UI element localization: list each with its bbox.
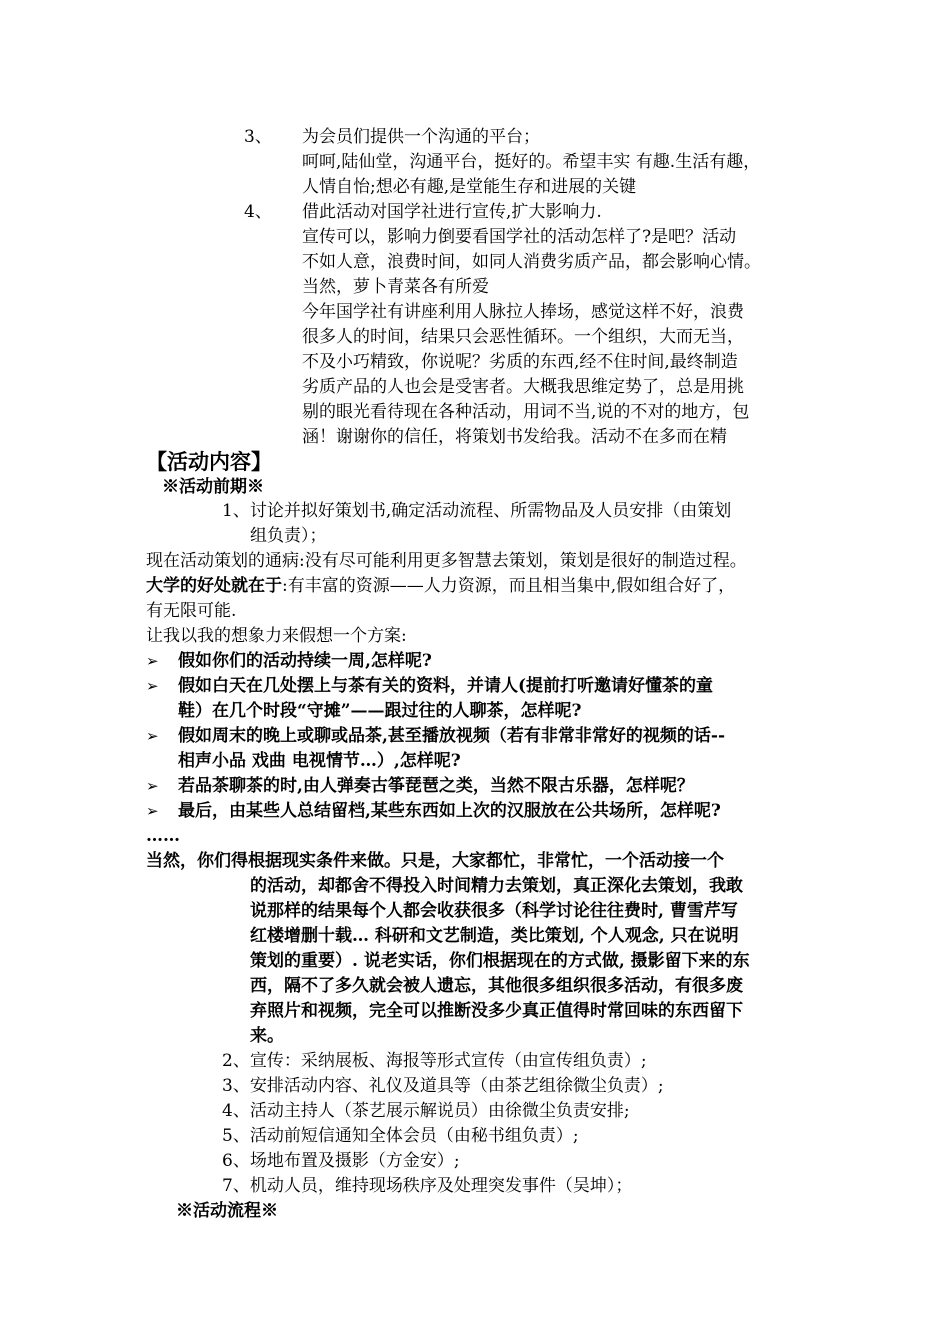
list-item: 3、安排活动内容、礼仪及道具等（由茶艺组徐微尘负责）; bbox=[222, 1076, 664, 1096]
comment-line: 当然，萝卜青菜各有所爱 bbox=[302, 277, 489, 297]
list-item: 2、宣传：采纳展板、海报等形式宣传（由宣传组负责）; bbox=[222, 1051, 647, 1071]
list-text: 借此活动对国学社进行宣传,扩大影响力. bbox=[302, 202, 602, 222]
discussion-line: 红楼增删十载… 科研和文艺制造，类比策划, 个人观念, 只在说明 bbox=[250, 926, 739, 946]
section-heading: 【活动内容】 bbox=[146, 449, 272, 474]
bullet-item: 假如白天在几处摆上与茶有关的资料，并请人(提前打听邀请好懂茶的童 bbox=[178, 676, 714, 696]
comment-line: 劣质产品的人也会是受害者。大概我思维定势了，总是用挑 bbox=[302, 377, 744, 397]
comment-line: 不及小巧精致，你说呢？劣质的东西,经不住时间,最终制造 bbox=[302, 352, 738, 372]
bullet-item: 假如你们的活动持续一周,怎样呢? bbox=[178, 651, 432, 671]
discussion-line: 弃照片和视频，完全可以推断没多少真正值得时常回味的东西留下 bbox=[250, 1001, 743, 1021]
list-item: 5、活动前短信通知全体会员（由秘书组负责）; bbox=[222, 1126, 579, 1146]
ellipsis: …… bbox=[146, 826, 180, 846]
comment-line bbox=[146, 575, 735, 597]
comment-line: 有无限可能. bbox=[146, 601, 237, 621]
bullet-item: 若品茶聊茶的时,由人弹奏古筝琵琶之类，当然不限古乐器，怎样呢？ bbox=[178, 776, 694, 796]
comment-line: 现在活动策划的通病:没有尽可能利用更多智慧去策划，策划是很好的制造过程。 bbox=[146, 551, 747, 571]
comment-line: 呵呵,陆仙堂，沟通平台，挺好的。希望丰实 有趣.生活有趣， bbox=[302, 152, 761, 172]
list-item: 6、场地布置及摄影（方金安）; bbox=[222, 1151, 460, 1171]
arrowhead-bullet-icon: ➢ bbox=[146, 677, 159, 695]
comment-text: :有丰富的资源——人力资源，而且相当集中,假如组合好了， bbox=[282, 576, 736, 596]
discussion-line: 说那样的结果每个人都会收获很多（科学讨论往往费时, 曹雪芹写 bbox=[250, 901, 738, 921]
arrowhead-bullet-icon: ➢ bbox=[146, 777, 159, 795]
comment-line: 剔的眼光看待现在各种活动，用词不当,说的不对的地方，包 bbox=[302, 402, 750, 422]
subsection-heading: ※活动流程※ bbox=[176, 1201, 278, 1221]
bullet-item: 鞋）在几个时段“守摊”——跟过往的人聊茶，怎样呢? bbox=[178, 701, 582, 721]
comment-line: 让我以我的想象力来假想一个方案: bbox=[146, 626, 407, 646]
subsection-heading: ※活动前期※ bbox=[162, 477, 264, 497]
bullet-item: 最后，由某些人总结留档,某些东西如上次的汉服放在公共场所，怎样呢? bbox=[178, 801, 721, 821]
list-number: 4、 bbox=[244, 202, 272, 222]
comment-line: 今年国学社有讲座利用人脉拉人捧场，感觉这样不好，浪费 bbox=[302, 302, 744, 322]
comment-line: 不如人意，浪费时间，如同人消费劣质产品，都会影响心情。 bbox=[302, 252, 761, 272]
list-item: 7、机动人员，维持现场秩序及处理突发事件（吴坤）； bbox=[222, 1176, 633, 1196]
arrowhead-bullet-icon: ➢ bbox=[146, 652, 159, 670]
list-text: 为会员们提供一个沟通的平台； bbox=[302, 127, 540, 147]
discussion-line: 的活动，却都舍不得投入时间精力去策划，真正深化去策划，我敢 bbox=[250, 876, 743, 896]
list-item: 4、活动主持人（茶艺展示解说员）由徐微尘负责安排; bbox=[222, 1101, 630, 1121]
comment-line: 涵！谢谢你的信任，将策划书发给我。活动不在多而在精 bbox=[302, 427, 727, 447]
arrowhead-bullet-icon: ➢ bbox=[146, 727, 159, 745]
comment-line: 人情自怡;想必有趣,是堂能生存和进展的关键 bbox=[302, 177, 637, 197]
bullet-item: 相声小品 戏曲 电视情节…）,怎样呢? bbox=[178, 751, 461, 771]
arrowhead-bullet-icon: ➢ bbox=[146, 802, 159, 820]
list-item: 1、讨论并拟好策划书,确定活动流程、所需物品及人员安排（由策划 bbox=[222, 501, 732, 521]
discussion-line: 当然，你们得根据现实条件来做。只是，大家都忙，非常忙，一个活动接一个 bbox=[146, 851, 724, 871]
comment-line: 宣传可以，影响力倒要看国学社的活动怎样了?是吧？活动 bbox=[302, 227, 737, 247]
list-item: 组负责）； bbox=[250, 526, 327, 546]
discussion-line: 西，隔不了多久就会被人遗忘，其他很多组织很多活动，有很多废 bbox=[250, 976, 743, 996]
list-number: 3、 bbox=[244, 127, 272, 147]
emphasis-text: 大学的好处就在于 bbox=[146, 576, 282, 596]
comment-line: 很多人的时间，结果只会恶性循环。一个组织，大而无当， bbox=[302, 327, 744, 347]
discussion-line: 来。 bbox=[250, 1026, 284, 1046]
bullet-item: 假如周末的晚上或聊或品茶,甚至播放视频（若有非常非常好的视频的话-- bbox=[178, 726, 726, 746]
discussion-line: 策划的重要）. 说老实话，你们根据现在的方式做, 摄影留下来的东 bbox=[250, 951, 750, 971]
